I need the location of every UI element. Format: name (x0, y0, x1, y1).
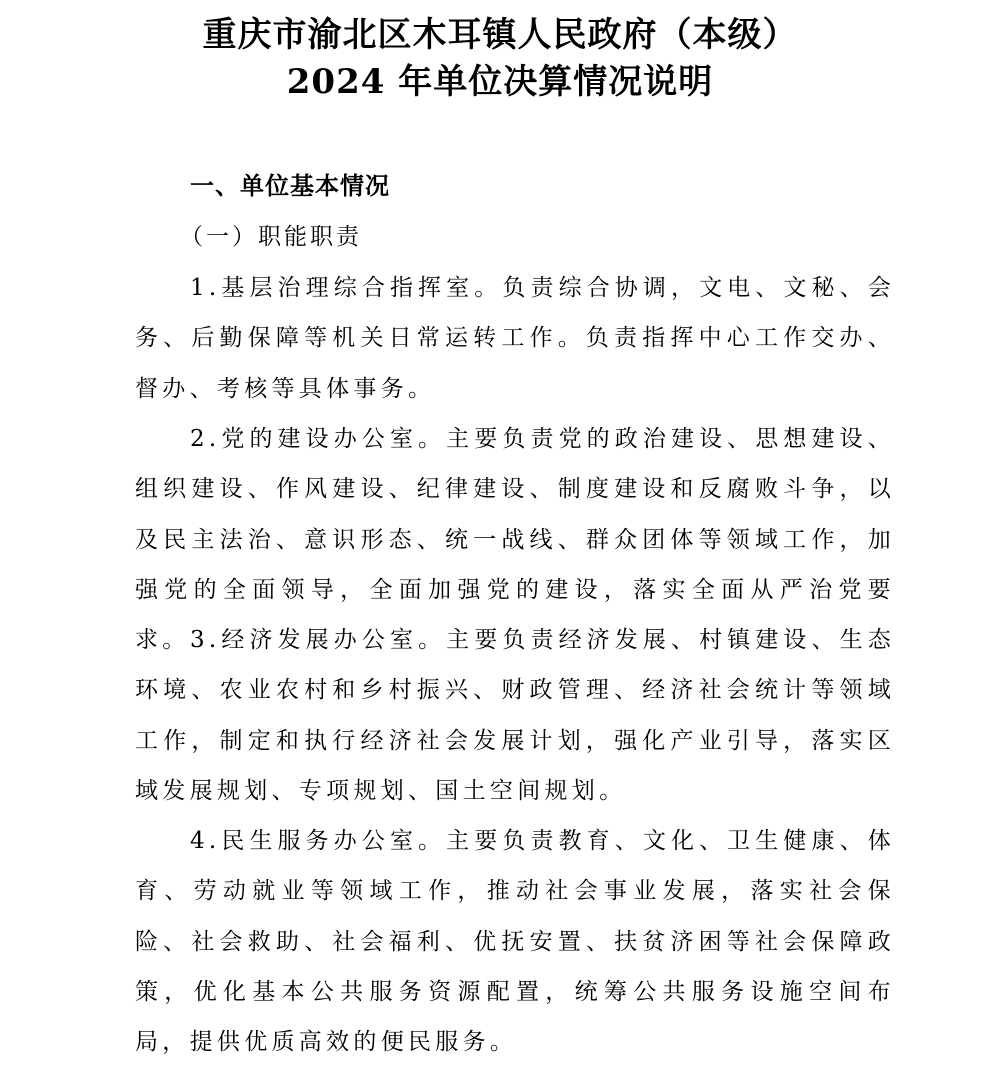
document-title-line-2: 2024 年单位决算情况说明 (286, 62, 714, 102)
document-title-line-1: 重庆市渝北区木耳镇人民政府（本级） (202, 15, 798, 55)
paragraph-3: 3.经济发展办公室。主要负责经济发展、村镇建设、生态环境、农业农村和乡村振兴、财政管理、经济社会统计等领域工作，制定和执行经济社会发展计划，强化产业引导，落实区域发展规划、专项规划、国土空间规划。 (135, 627, 895, 804)
subsection-heading: （一）职能职责 (180, 224, 362, 250)
paragraph-4: 4.民生服务办公室。主要负责教育、文化、卫生健康、体育、劳动就业等领域工作，推动社会事业发展，落实社会保险、社会救助、社会福利、优抚安置、扶贫济困等社会保障政策，优化基本公共服务资源配置，统筹公共服务设施空间布局，提供优质高效的便民服务。 (135, 828, 895, 1056)
section-heading: 一、单位基本情况 (190, 172, 390, 200)
paragraph-2: 2.党的建设办公室。主要负责党的政治建设、思想建设、组织建设、作风建设、纪律建设、制度建设和反腐败斗争，以及民主法治、意识形态、统一战线、群众团体等领域工作，加强党的全面领导，全面加强党的建设，落实全面从严治党要求。 (135, 426, 895, 654)
paragraph-1: 1.基层治理综合指挥室。负责综合协调，文电、文秘、会务、后勤保障等机关日常运转工作。负责指挥中心工作交办、督办、考核等具体事务。 (135, 275, 895, 402)
